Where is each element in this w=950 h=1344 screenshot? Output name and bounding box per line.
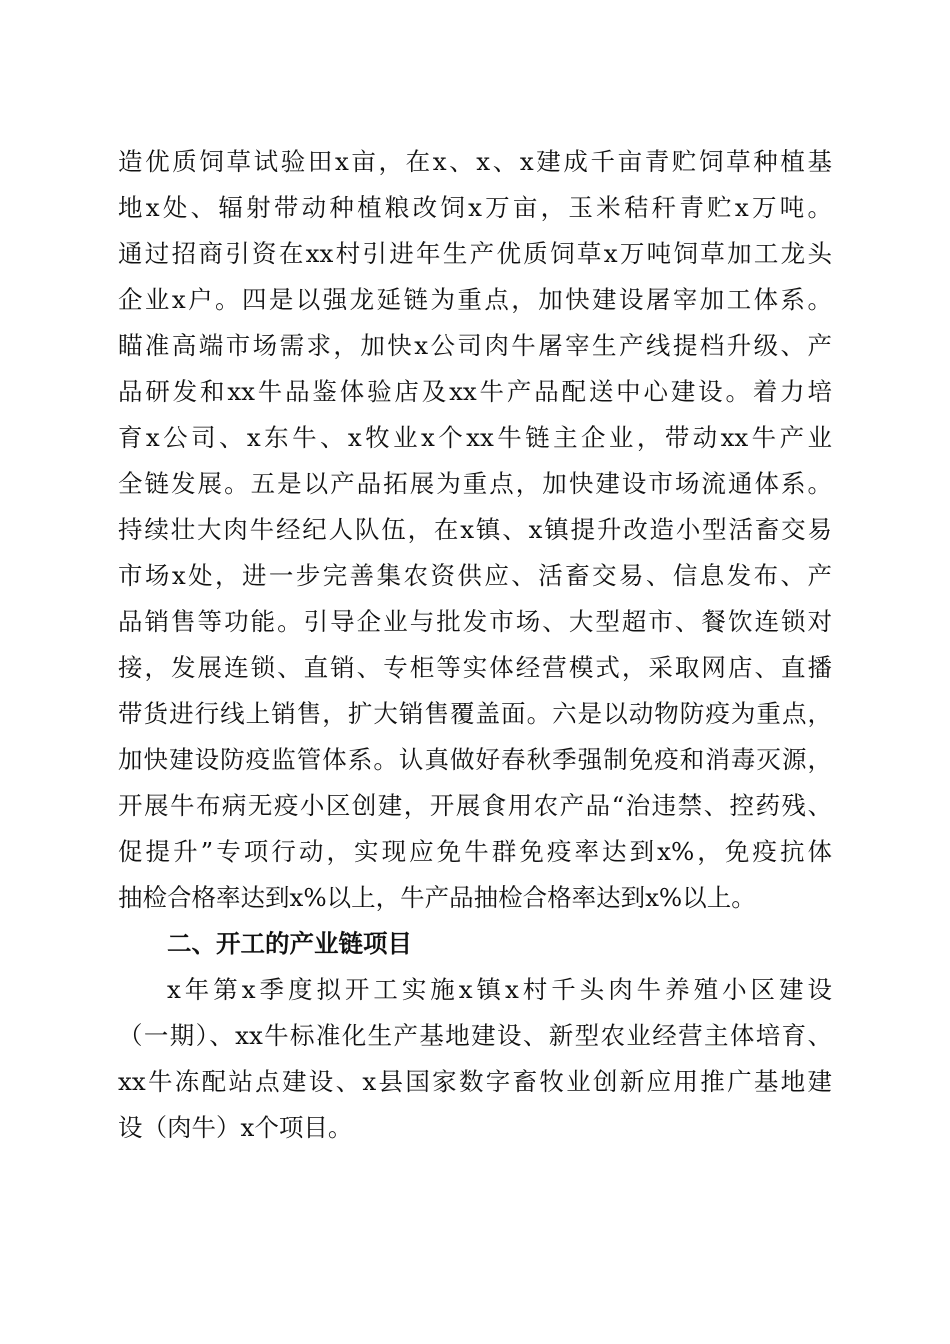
project-text-line: 设（肉牛）x个项目。: [118, 1113, 353, 1142]
body-text-line: 企业x户。四是以强龙延链为重点，加快建设屠宰加工体系。: [118, 285, 832, 314]
project-text-line: xx牛冻配站点建设、x县国家数字畜牧业创新应用推广基地建: [118, 1067, 832, 1096]
body-text-line: 持续壮大肉牛经纪人队伍，在x镇、x镇提升改造小型活畜交易: [118, 515, 832, 544]
body-text-line: 抽检合格率达到x%以上，牛产品抽检合格率达到x%以上。: [118, 883, 756, 912]
body-text-line: 品销售等功能。引导企业与批发市场、大型超市、餐饮连锁对: [118, 607, 832, 636]
project-text-line: x年第x季度拟开工实施x镇x村千头肉牛养殖小区建设: [167, 975, 832, 1004]
body-text-line: 全链发展。五是以产品拓展为重点，加快建设市场流通体系。: [118, 469, 832, 498]
body-text-line: 接，发展连锁、直销、专柜等实体经营模式，采取网店、直播: [118, 653, 832, 682]
section-heading: 二、开工的产业链项目: [167, 929, 412, 958]
body-text-line: 市场x处，进一步完善集农资供应、活畜交易、信息发布、产: [118, 561, 832, 590]
body-text-line: 促提升”专项行动，实现应免牛群免疫率达到x%，免疫抗体: [118, 837, 832, 866]
body-text-line: 通过招商引资在xx村引进年生产优质饲草x万吨饲草加工龙头: [118, 239, 832, 268]
body-text-line: 带货进行线上销售，扩大销售覆盖面。六是以动物防疫为重点，: [118, 699, 832, 728]
body-text-line: 品研发和xx牛品鉴体验店及xx牛产品配送中心建设。着力培: [118, 377, 832, 406]
body-text-line: 育x公司、x东牛、x牧业x个xx牛链主企业，带动xx牛产业: [118, 423, 832, 452]
body-text-line: 加快建设防疫监管体系。认真做好春秋季强制免疫和消毒灭源，: [118, 745, 832, 774]
project-text-line: （一期）、xx牛标准化生产基地建设、新型农业经营主体培育、: [118, 1021, 832, 1050]
body-text-line: 造优质饲草试验田x亩，在x、x、x建成千亩青贮饲草种植基: [118, 147, 832, 176]
body-text-line: 瞄准高端市场需求，加快x公司肉牛屠宰生产线提档升级、产: [118, 331, 832, 360]
body-text-line: 地x处、辐射带动种植粮改饲x万亩，玉米秸秆青贮x万吨。: [118, 193, 832, 222]
body-text-line: 开展牛布病无疫小区创建，开展食用农产品“治违禁、控药残、: [118, 791, 832, 820]
